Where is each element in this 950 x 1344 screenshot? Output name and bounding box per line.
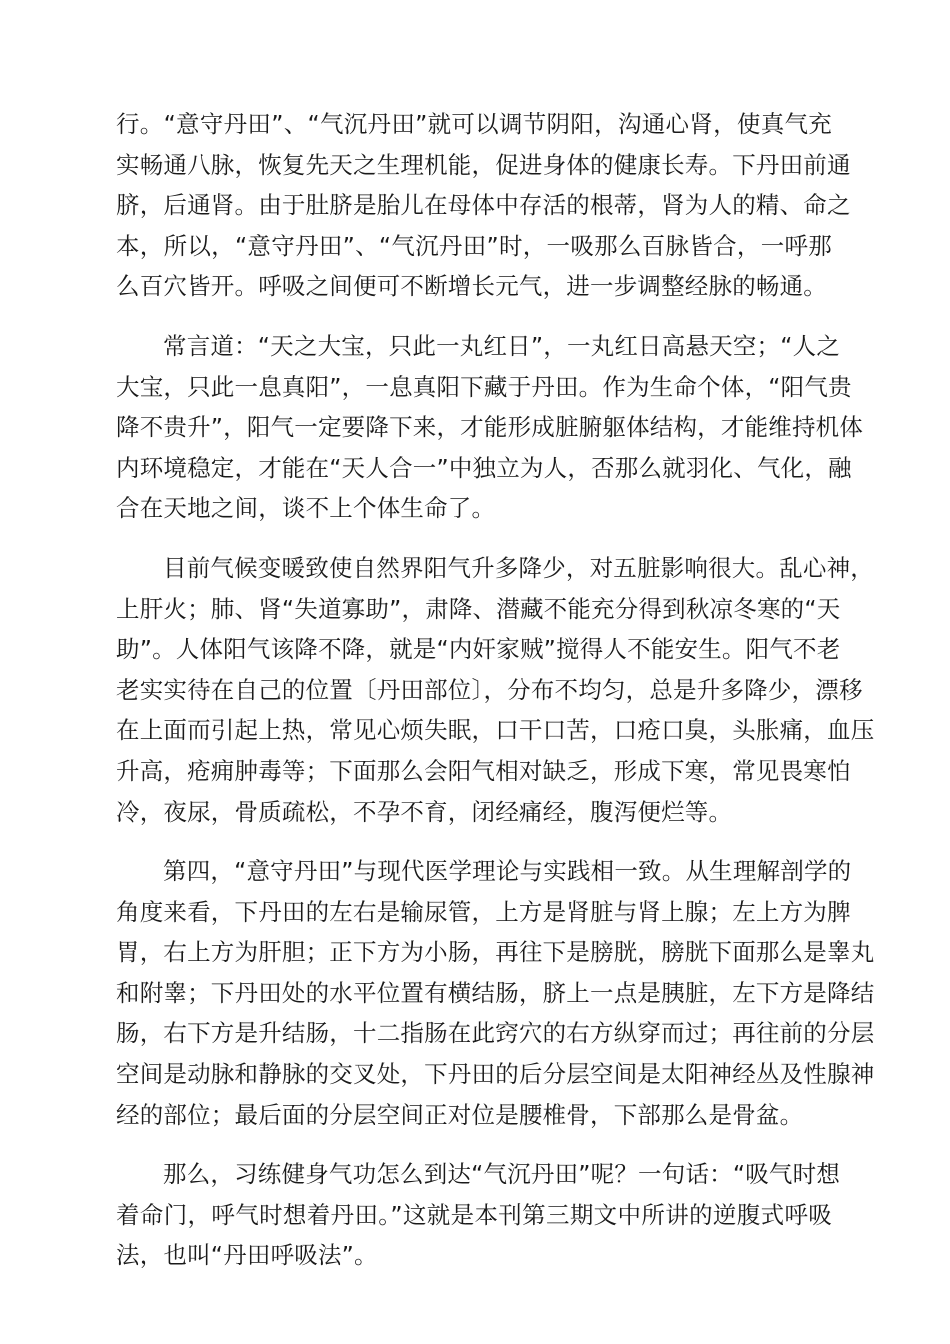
paragraph-2 [116, 326, 864, 529]
text-line: 肠，右下方是升结肠，十二指肠在此窍穴的右方纵穿而过；再往前的分层 [116, 1019, 875, 1048]
text-line: 冷，夜尿，骨质疏松，不孕不育，闭经痛经，腹泻便烂等。 [116, 797, 733, 826]
text-line: 常言道：“天之大宝，只此一丸红日”，一丸红日高悬天空；“人之 [163, 331, 841, 360]
text-line: 第四，“意守丹田”与现代医学理论与实践相一致。从生理解剖学的 [163, 857, 852, 886]
text-line: 实畅通八脉，恢复先天之生理机能，促进身体的健康长寿。下丹田前通 [116, 150, 851, 179]
text-line: 大宝，只此一息真阳”，一息真阳下藏于丹田。作为生命个体，“阳气贵 [116, 372, 852, 401]
text-line: 本，所以，“意守丹田”、“气沉丹田”时，一吸那么百脉皆合，一呼那 [116, 231, 832, 260]
paragraph-4 [116, 851, 875, 1135]
text-line: 合在天地之间，谈不上个体生命了。 [116, 494, 496, 523]
text-line: 和附睾；下丹田处的水平位置有横结肠，脐上一点是胰脏，左下方是降结 [116, 978, 875, 1007]
text-line: 行。“意守丹田”、“气沉丹田”就可以调节阴阳，沟通心肾，使真气充 [116, 110, 832, 138]
paragraph-3 [116, 548, 875, 832]
text-line: 目前气候变暖致使自然界阳气升多降少，对五脏影响很大。乱心神， [163, 553, 874, 582]
text-line: 上肝火；肺、肾“失道寡助”，肃降、潜藏不能充分得到秋凉冬寒的“天 [116, 594, 841, 623]
text-line: 助”。人体阳气该降不降，就是“内奸家贼”搅得人不能安生。阳气不老 [116, 635, 841, 664]
text-line: 脐，后通肾。由于肚脐是胎儿在母体中存活的根蒂，肾为人的精、命之 [116, 191, 851, 220]
text-line: 么百穴皆开。呼吸之间便可不断增长元气，进一步调整经脉的畅通。 [116, 272, 827, 301]
text-line: 那么，习练健身气功怎么到达“气沉丹田”呢？一句话：“吸气时想 [163, 1160, 841, 1189]
text-line: 空间是动脉和静脉的交叉处，下丹田的后分层空间是太阳神经丛及性腺神 [116, 1060, 875, 1089]
text-line: 降不贵升”，阳气一定要降下来，才能形成脏腑躯体结构，才能维持机体 [116, 413, 864, 442]
text-line: 升高，疮痈肿毒等；下面那么会阳气相对缺乏，形成下寒，常见畏寒怕 [116, 756, 851, 785]
text-line: 胃，右上方为肝胆；正下方为小肠，再往下是膀胱，膀胱下面那么是睾丸 [116, 938, 875, 967]
text-line: 老实实待在自己的位置〔丹田部位〕，分布不均匀，总是升多降少，漂移 [116, 675, 863, 704]
text-line: 经的部位；最后面的分层空间正对位是腰椎骨，下部那么是骨盆。 [116, 1100, 804, 1129]
text-line: 法，也叫“丹田呼吸法”。 [116, 1241, 378, 1270]
text-line: 内环境稳定，才能在“天人合一”中独立为人，否那么就羽化、气化，融 [116, 453, 852, 482]
document-page [116, 104, 875, 1276]
text-line: 着命门，呼气时想着丹田。”这就是本刊第三期文中所讲的逆腹式呼吸 [116, 1200, 832, 1229]
paragraph-5 [116, 1154, 841, 1276]
paragraph-1 [116, 104, 851, 307]
text-line: 在上面而引起上热，常见心烦失眠，口干口苦，口疮口臭，头胀痛，血压 [116, 716, 875, 745]
text-line: 角度来看，下丹田的左右是输尿管，上方是肾脏与肾上腺；左上方为脾 [116, 897, 851, 926]
